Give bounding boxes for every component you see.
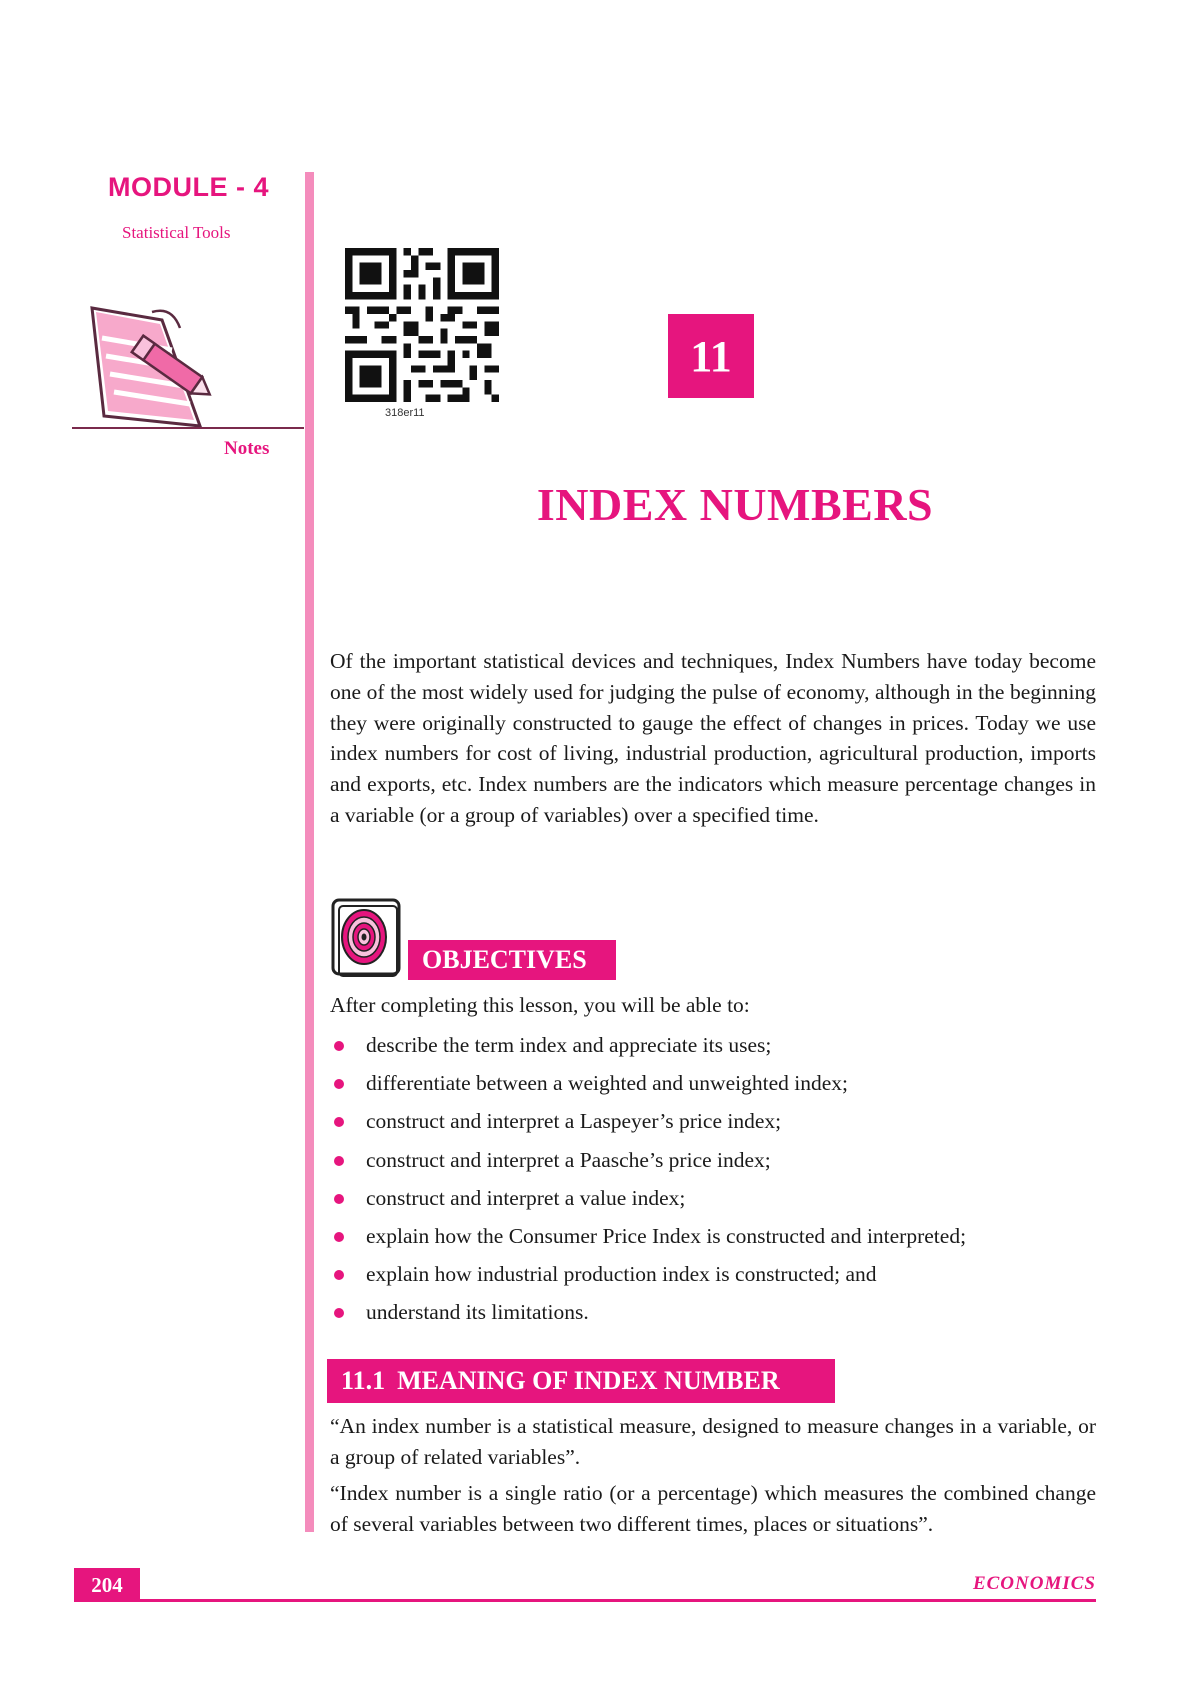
chapter-number-badge: 11 — [668, 314, 754, 398]
notes-divider — [72, 427, 304, 429]
section-heading — [327, 1359, 835, 1403]
qr-code-icon — [345, 248, 499, 407]
bullet-icon — [334, 1079, 344, 1089]
module-title: MODULE - 4 — [108, 172, 270, 202]
objectives-lead: After completing this lesson, you will be able to: — [330, 993, 750, 1017]
margin-sidebar-rule — [305, 172, 314, 1532]
bullet-icon — [334, 1041, 344, 1051]
intro-paragraph: Of the important statistical devices and techniques, Index Numbers have today become one of the most widely used for judging the pulse of economy, although in the beginning they were originally constructed to gauge the effect of changes in prices. Today we use index numbers for cost of living, industrial production, agricultural production, imports and exports, etc. Index numbers are the indicators which measure percentage changes in a variable (or a group of variables) over a specified time. — [330, 649, 1096, 827]
chapter-title: INDEX NUMBERS — [536, 479, 934, 530]
module-subtitle: Statistical Tools — [122, 223, 231, 242]
bullet-icon — [334, 1270, 344, 1280]
definition-paragraph: “Index number is a single ratio (or a percentage) which measures the combined change of several variables between two different times, places or situations”. — [330, 1481, 1096, 1536]
notes-pencil-icon — [82, 298, 218, 453]
page-number: 204 — [74, 1568, 140, 1602]
bullet-icon — [334, 1232, 344, 1242]
bullet-icon — [334, 1156, 344, 1166]
qr-caption: 318er11 — [385, 407, 425, 419]
section-title: MEANING OF INDEX NUMBER — [397, 1366, 780, 1395]
bullet-icon — [334, 1117, 344, 1127]
bullet-icon — [334, 1308, 344, 1318]
footer-subject: ECONOMICS — [972, 1573, 1096, 1594]
objectives-list — [330, 1030, 966, 1336]
objective-item: describe the term index and appreciate its uses; — [330, 1030, 966, 1068]
objective-item: explain how the Consumer Price Index is constructed and interpreted; — [330, 1221, 966, 1259]
objective-item: differentiate between a weighted and unweighted index; — [330, 1068, 966, 1106]
objective-item: construct and interpret a Paasche’s price index; — [330, 1145, 966, 1183]
target-icon — [330, 897, 406, 984]
definition-paragraph: “An index number is a statistical measure, designed to measure changes in a variable, or a group of related variables”. — [330, 1414, 1096, 1469]
objective-item: understand its limitations. — [330, 1297, 966, 1335]
objective-item: construct and interpret a Laspeyer’s price index; — [330, 1106, 966, 1144]
objective-item: construct and interpret a value index; — [330, 1183, 966, 1221]
bullet-icon — [334, 1194, 344, 1204]
footer-rule — [74, 1599, 1096, 1602]
notes-label: Notes — [224, 438, 270, 459]
section-number: 11.1 — [341, 1366, 386, 1395]
objectives-heading: OBJECTIVES — [408, 940, 616, 980]
objective-item: explain how industrial production index is constructed; and — [330, 1259, 966, 1297]
